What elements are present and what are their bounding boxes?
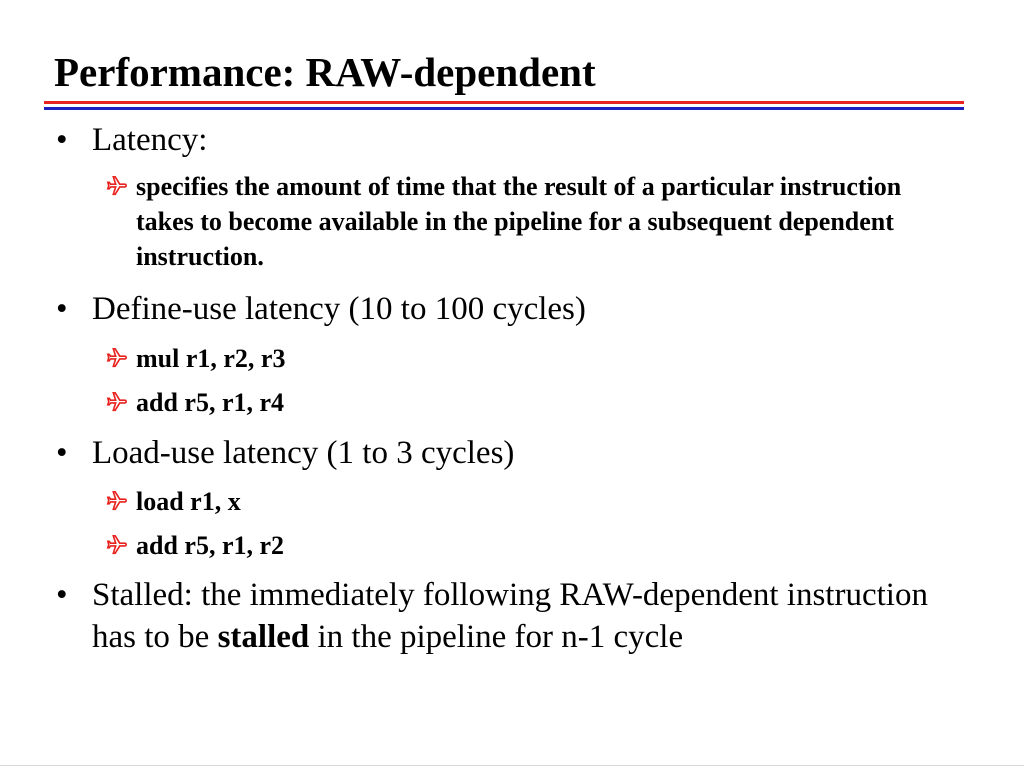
bullet-text-before: Stalled: the immediately following RAW-dependent instruction has to be <box>92 577 928 655</box>
airplane-icon <box>106 175 128 197</box>
subitem-add-1 <box>106 385 936 420</box>
bottom-divider <box>0 765 1024 766</box>
bullet-item-stalled <box>56 574 936 658</box>
bullet-item-define-use <box>56 288 936 330</box>
subitem-add-2 <box>106 528 936 563</box>
subitem-latency-definition <box>106 169 936 274</box>
bullet-text: Latency: <box>92 122 208 158</box>
bullet-glyph: • <box>56 291 68 327</box>
bullet-text: Load-use latency (1 to 3 cycles) <box>92 435 515 471</box>
subitem-text: specifies the amount of time that the result of a particular instruction takes to become available in the pipeline for a subsequent dependent instruction. <box>136 172 902 271</box>
subitem-load <box>106 484 936 519</box>
bullet-text: Define-use latency (10 to 100 cycles) <box>92 291 586 327</box>
airplane-icon <box>106 490 128 512</box>
subitem-text: load r1, x <box>136 487 241 516</box>
title-rule-red <box>44 101 964 104</box>
subitem-mul <box>106 341 936 376</box>
bullet-item-load-use <box>56 432 936 474</box>
bullet-glyph: • <box>56 122 68 158</box>
slide-title: Performance: RAW-dependent <box>54 49 596 95</box>
airplane-icon <box>106 391 128 413</box>
bullet-glyph: • <box>56 435 68 471</box>
subitem-text: mul r1, r2, r3 <box>136 344 286 373</box>
bullet-text-after: in the pipeline for n-1 cycle <box>309 619 684 655</box>
subitem-text: add r5, r1, r2 <box>136 531 285 560</box>
bullet-text-bold: stalled <box>217 619 310 655</box>
title-rule-blue <box>44 107 964 110</box>
airplane-icon <box>106 534 128 556</box>
bullet-glyph: • <box>56 577 68 613</box>
bullet-item-latency <box>56 119 936 161</box>
airplane-icon <box>106 347 128 369</box>
subitem-text: add r5, r1, r4 <box>136 388 285 417</box>
